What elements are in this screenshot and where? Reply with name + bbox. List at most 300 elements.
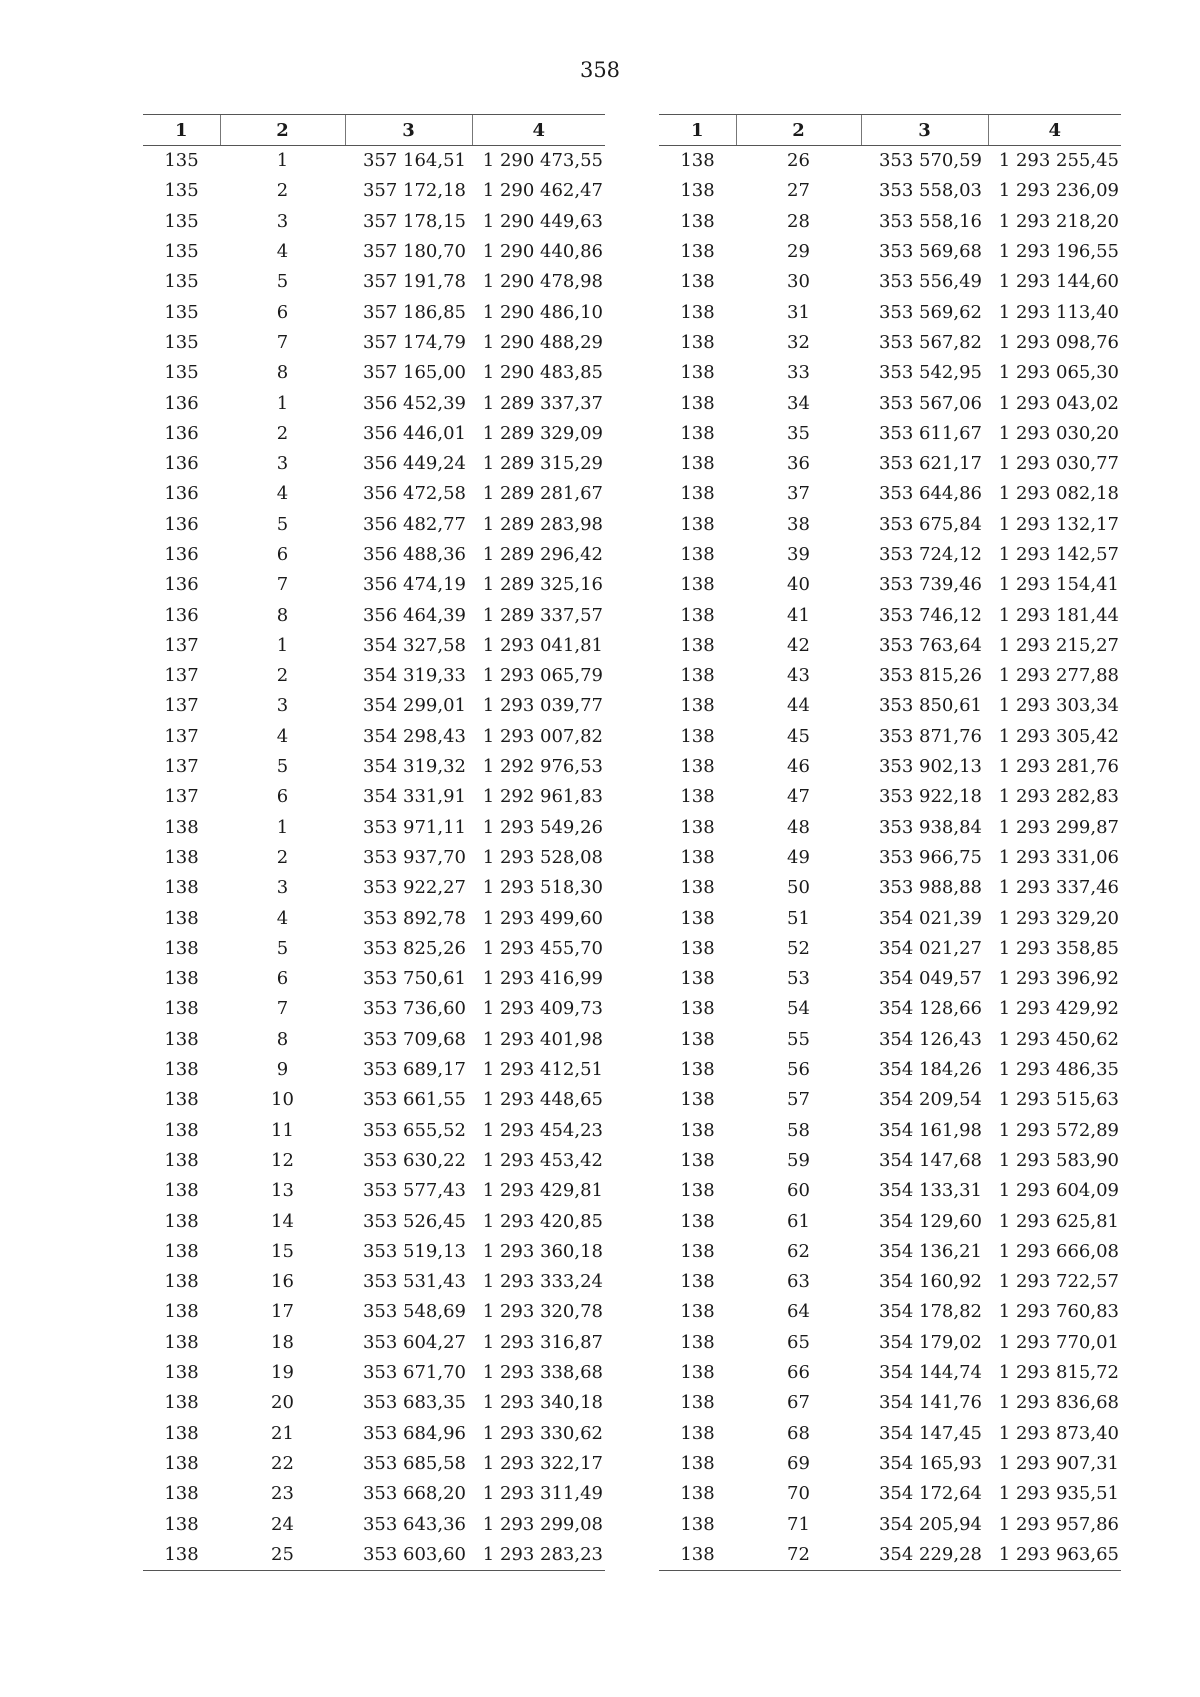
table-cell-col3: 354 161,98 (878, 1119, 982, 1141)
table-cell-col1: 138 (164, 1059, 199, 1081)
table-cell-col2: 66 (787, 1362, 810, 1384)
table-cell-col2: 50 (787, 877, 810, 899)
table-cell-col4: 1 293 450,62 (998, 1028, 1119, 1050)
table-row (143, 843, 605, 873)
table-cell-col1: 138 (659, 1540, 736, 1571)
table-cell-col1: 135 (164, 180, 199, 202)
table-cell-col1: 138 (164, 816, 199, 838)
table-row (143, 237, 605, 267)
table-cell-col2: 3 (276, 877, 289, 899)
table-row (659, 449, 1121, 479)
table-cell-col3: 354 147,45 (878, 1422, 982, 1444)
table-cell-col3: 353 871,76 (878, 725, 982, 747)
table-cell-col3: 354 327,58 (362, 634, 466, 656)
table-cell-col3: 354 141,76 (878, 1392, 982, 1414)
table-row (659, 388, 1121, 418)
column-header-3: 3 (861, 115, 988, 146)
table-cell-col1: 136 (164, 574, 199, 596)
table-cell-col3: 354 136,21 (878, 1240, 982, 1262)
table-cell-col2: 58 (787, 1119, 810, 1141)
table-cell-col2: 49 (787, 846, 810, 868)
table-cell-col3: 354 049,57 (878, 968, 982, 990)
table-cell-col4: 1 293 282,83 (998, 786, 1119, 808)
table-cell-col1: 138 (680, 1331, 715, 1353)
table-cell-col2: 1 (276, 816, 289, 838)
table-cell-col3: 353 542,95 (878, 362, 982, 384)
table-cell-col4: 1 293 499,60 (482, 907, 603, 929)
table-cell-col4: 1 293 113,40 (998, 301, 1119, 323)
table-cell-col3: 353 611,67 (878, 422, 982, 444)
table-cell-col1: 135 (164, 301, 199, 323)
table-cell-col3: 353 739,46 (878, 574, 982, 596)
table-cell-col2: 4 (276, 907, 289, 929)
table-row (143, 176, 605, 206)
table-cell-col4: 1 293 409,73 (482, 998, 603, 1020)
table-row (659, 1509, 1121, 1539)
table-cell-col1: 138 (164, 1271, 199, 1293)
table-cell-col1: 138 (680, 544, 715, 565)
table-cell-col2: 38 (787, 513, 810, 535)
table-cell-col3: 353 709,68 (362, 1028, 466, 1050)
table-cell-col4: 1 289 337,37 (482, 392, 603, 414)
table-cell-col1: 138 (164, 1422, 199, 1444)
table-row (659, 419, 1121, 449)
table-cell-col3: 353 558,16 (878, 210, 982, 232)
table-row (143, 994, 605, 1024)
table-cell-col3: 353 850,61 (878, 695, 982, 717)
table-cell-col1: 137 (164, 786, 199, 808)
table-cell-col4: 1 293 401,98 (482, 1028, 603, 1050)
table-cell-col2: 60 (787, 1180, 810, 1202)
table-cell-col1: 138 (164, 1210, 199, 1232)
table-cell-col4: 1 293 337,46 (998, 877, 1119, 899)
table-cell-col1: 138 (164, 1028, 199, 1050)
table-row (659, 1540, 1121, 1571)
table-row (143, 388, 605, 418)
table-cell-col1: 138 (680, 483, 715, 505)
table-cell-col1: 138 (164, 1483, 199, 1505)
table-cell-col1: 138 (680, 998, 715, 1020)
table-header (659, 115, 1121, 146)
table-cell-col3: 357 191,78 (362, 271, 466, 293)
table-row (659, 752, 1121, 782)
table-cell-col4: 1 289 315,29 (482, 453, 603, 475)
table-cell-col3: 353 746,12 (878, 604, 982, 626)
table-cell-col2: 56 (787, 1059, 810, 1081)
table-row (143, 297, 605, 327)
table-cell-col1: 138 (680, 392, 715, 414)
table-row (143, 964, 605, 994)
table-cell-col1: 138 (143, 1540, 220, 1571)
table-cell-col3: 356 488,36 (362, 544, 466, 565)
table-cell-col1: 138 (680, 1119, 715, 1141)
table-cell-col1: 138 (164, 1331, 199, 1353)
table-cell-col3: 354 179,02 (878, 1331, 982, 1353)
table-cell-col4: 1 289 325,16 (482, 574, 603, 596)
table-cell-col3: 353 684,96 (362, 1422, 466, 1444)
table-cell-col3: 353 902,13 (878, 756, 982, 778)
table-cell-col3: 353 570,59 (878, 150, 982, 172)
table-cell-col2: 29 (787, 241, 810, 263)
table-cell-col4: 1 289 337,57 (482, 604, 603, 626)
table-cell-col2: 61 (787, 1210, 810, 1232)
table-cell-col4: 1 293 277,88 (998, 665, 1119, 687)
table-cell-col4: 1 293 760,83 (998, 1301, 1119, 1323)
table-cell-col2: 54 (787, 998, 810, 1020)
table-cell-col1: 136 (164, 422, 199, 444)
table-cell-col2: 7 (276, 331, 289, 353)
table-cell-col3: 357 165,00 (362, 362, 466, 384)
table-row (143, 328, 605, 358)
table-cell-col4: 1 293 039,77 (482, 695, 603, 717)
table-cell-col2: 28 (787, 210, 810, 232)
table-cell-col1: 138 (164, 1180, 199, 1202)
table-cell-col4: 1 293 722,57 (998, 1271, 1119, 1293)
table-row (143, 1055, 605, 1085)
table-cell-col2: 2 (276, 180, 289, 202)
table-cell-col2: 70 (787, 1483, 810, 1505)
table-row (143, 267, 605, 297)
table-cell-col4: 1 293 957,86 (998, 1513, 1119, 1535)
table-cell-col2: 1 (276, 150, 289, 172)
table-cell-col3: 353 556,49 (878, 271, 982, 293)
table-cell-col3: 357 172,18 (362, 180, 466, 202)
table-cell-col1: 138 (164, 1392, 199, 1414)
table-cell-col1: 138 (164, 1452, 199, 1474)
table-cell-col1: 138 (680, 150, 715, 172)
table-cell-col4: 1 293 907,31 (998, 1452, 1119, 1474)
table-cell-col1: 135 (164, 362, 199, 384)
table-cell-col3: 353 683,35 (362, 1392, 466, 1414)
table-cell-col3: 353 569,68 (878, 241, 982, 263)
table-cell-col3: 353 668,20 (362, 1483, 466, 1505)
table-cell-col3: 353 519,13 (362, 1240, 466, 1262)
table-row (659, 1297, 1121, 1327)
table-row (659, 813, 1121, 843)
table-cell-col1: 138 (680, 1452, 715, 1474)
table-cell-col4: 1 293 412,51 (482, 1059, 603, 1081)
table-cell-col4: 1 289 329,09 (482, 422, 603, 444)
table-cell-col4: 1 293 007,82 (482, 725, 603, 747)
table-cell-col1: 138 (680, 1271, 715, 1293)
table-row (143, 1085, 605, 1115)
table-cell-col4: 1 293 281,76 (998, 756, 1119, 778)
table-row (659, 722, 1121, 752)
table-cell-col4: 1 293 299,08 (482, 1513, 603, 1535)
table-cell-col2: 6 (276, 968, 289, 990)
table-cell-col2: 34 (787, 392, 810, 414)
table-cell-col2: 37 (787, 483, 810, 505)
table-row (143, 540, 605, 570)
table-cell-col1: 136 (164, 392, 199, 414)
table-cell-col1: 138 (164, 1513, 199, 1535)
table-cell-col4: 1 293 299,87 (998, 816, 1119, 838)
table-cell-col4: 1 292 961,83 (482, 786, 603, 808)
table-row (143, 358, 605, 388)
table-row (659, 1146, 1121, 1176)
table-row (659, 479, 1121, 509)
table-cell-col1: 137 (164, 725, 199, 747)
table-row (659, 1085, 1121, 1115)
table-cell-col4: 1 293 583,90 (998, 1149, 1119, 1171)
table-cell-col3: 357 174,79 (362, 331, 466, 353)
table-cell-col1: 138 (680, 574, 715, 596)
table-row (143, 1025, 605, 1055)
table-cell-col4: 1 293 358,85 (998, 937, 1119, 959)
table-cell-col4: 1 293 873,40 (998, 1422, 1119, 1444)
table-cell-col1: 138 (680, 816, 715, 838)
table-cell-col3: 353 567,82 (878, 331, 982, 353)
table-cell-col4: 1 293 320,78 (482, 1301, 603, 1323)
table-cell-col3: 354 144,74 (878, 1362, 982, 1384)
table-cell-col3: 356 446,01 (362, 422, 466, 444)
table-header (143, 115, 605, 146)
table-row (143, 1176, 605, 1206)
table-cell-col4: 1 293 486,35 (998, 1059, 1119, 1081)
table-cell-col3: 354 160,92 (878, 1271, 982, 1293)
table-cell-col1: 136 (164, 513, 199, 535)
table-cell-col1: 138 (680, 665, 715, 687)
table-row (659, 873, 1121, 903)
table-cell-col4: 1 293 041,81 (482, 634, 603, 656)
table-cell-col1: 138 (164, 907, 199, 929)
table-row (659, 691, 1121, 721)
table-cell-col4: 1 293 142,57 (998, 544, 1119, 565)
table-row (659, 1479, 1121, 1509)
table-row (659, 1206, 1121, 1236)
table-cell-col4: 1 293 836,68 (998, 1392, 1119, 1414)
table-cell-col1: 138 (680, 1392, 715, 1414)
table-cell-col4: 1 293 043,02 (998, 392, 1119, 414)
table-row (659, 1449, 1121, 1479)
table-cell-col3: 356 464,39 (362, 604, 466, 626)
table-cell-col3: 353 621,17 (878, 453, 982, 475)
table-cell-col3: 353 644,86 (878, 483, 982, 505)
table-cell-col4: 1 293 322,17 (482, 1452, 603, 1474)
table-body (659, 146, 1121, 1571)
table-cell-col4: 1 293 329,20 (998, 907, 1119, 929)
table-cell-col1: 136 (164, 453, 199, 475)
coordinates-table-right (659, 114, 1121, 1571)
table-cell-col3: 354 129,60 (878, 1210, 982, 1232)
table-cell-col2: 64 (787, 1301, 810, 1323)
table-cell-col2: 6 (276, 301, 289, 323)
table-cell-col4: 1 293 236,09 (998, 180, 1119, 202)
table-row (659, 843, 1121, 873)
table-cell-col2: 40 (787, 574, 810, 596)
table-cell-col3: 353 526,45 (362, 1210, 466, 1232)
table-cell-col3: 354 184,26 (878, 1059, 982, 1081)
table-cell-col2: 46 (787, 756, 810, 778)
table-cell-col1: 138 (164, 846, 199, 868)
table-cell-col2: 19 (271, 1362, 294, 1384)
table-cell-col2: 53 (787, 968, 810, 990)
table-cell-col1: 135 (164, 271, 199, 293)
table-cell-col2: 10 (271, 1089, 294, 1111)
table-row (659, 237, 1121, 267)
table-row (659, 1358, 1121, 1388)
table-cell-col2: 51 (787, 907, 810, 929)
table-row (143, 782, 605, 812)
table-cell-col2: 22 (271, 1452, 294, 1474)
table-row (143, 1358, 605, 1388)
table-cell-col1: 138 (680, 1362, 715, 1384)
table-cell-col1: 138 (680, 1059, 715, 1081)
column-header-1: 1 (659, 115, 736, 146)
table-cell-col3: 354 209,54 (878, 1089, 982, 1111)
table-cell-col3: 353 558,03 (878, 180, 982, 202)
table-cell-col3: 353 671,70 (362, 1362, 466, 1384)
table-row (659, 1237, 1121, 1267)
table-cell-col4: 1 293 340,18 (482, 1392, 603, 1414)
table-cell-col2: 4 (276, 241, 289, 263)
table-cell-col4: 1 293 429,81 (482, 1180, 603, 1202)
table-row (143, 600, 605, 630)
table-cell-col1: 136 (164, 604, 199, 626)
table-cell-col3: 353 750,61 (362, 968, 466, 990)
table-cell-col2: 71 (787, 1513, 810, 1535)
table-cell-col1: 138 (680, 453, 715, 475)
table-row (143, 631, 605, 661)
table-row (659, 358, 1121, 388)
table-row (659, 1025, 1121, 1055)
table-cell-col4: 1 293 255,45 (998, 150, 1119, 172)
table-cell-col1: 138 (680, 695, 715, 717)
table-cell-col4: 1 293 283,23 (472, 1540, 605, 1571)
table-cell-col1: 138 (680, 1028, 715, 1050)
table-cell-col1: 138 (680, 846, 715, 868)
column-header-4: 4 (472, 115, 605, 146)
table-row (143, 1206, 605, 1236)
table-cell-col1: 137 (164, 665, 199, 687)
table-cell-col2: 59 (787, 1149, 810, 1171)
table-cell-col3: 353 643,36 (362, 1513, 466, 1535)
table-cell-col2: 9 (276, 1059, 289, 1081)
table-cell-col2: 27 (787, 180, 810, 202)
table-cell-col4: 1 290 473,55 (482, 150, 603, 172)
table-cell-col1: 138 (680, 1210, 715, 1232)
table-cell-col2: 25 (220, 1540, 345, 1571)
table-cell-col1: 138 (680, 907, 715, 929)
table-cell-col3: 357 186,85 (362, 301, 466, 323)
table-cell-col3: 353 604,27 (362, 1331, 466, 1353)
table-cell-col4: 1 293 963,65 (988, 1540, 1121, 1571)
table-row (659, 1116, 1121, 1146)
table-cell-col2: 6 (276, 544, 289, 565)
table-row (659, 207, 1121, 237)
table-cell-col2: 65 (787, 1331, 810, 1353)
table-cell-col3: 354 147,68 (878, 1149, 982, 1171)
table-row (143, 903, 605, 933)
table-row (143, 1328, 605, 1358)
table-cell-col1: 138 (680, 1422, 715, 1444)
table-cell-col2: 17 (271, 1301, 294, 1323)
table-cell-col2: 30 (787, 271, 810, 293)
table-cell-col2: 2 (276, 665, 289, 687)
table-cell-col3: 353 689,17 (362, 1059, 466, 1081)
table-cell-col1: 138 (680, 362, 715, 384)
table-row (143, 1388, 605, 1418)
table-cell-col2: 3 (276, 695, 289, 717)
table-cell-col2: 5 (276, 756, 289, 778)
table-row (659, 964, 1121, 994)
table-cell-col4: 1 290 440,86 (482, 241, 603, 263)
table-row (143, 207, 605, 237)
table-cell-col2: 24 (271, 1513, 294, 1535)
table-cell-col3: 354 298,43 (362, 725, 466, 747)
table-cell-col4: 1 293 515,63 (998, 1089, 1119, 1111)
table-row (659, 176, 1121, 206)
table-cell-col2: 2 (276, 846, 289, 868)
table-cell-col2: 21 (271, 1422, 294, 1444)
table-row (143, 813, 605, 843)
table-cell-col3: 357 180,70 (362, 241, 466, 263)
table-row (659, 600, 1121, 630)
table-cell-col3: 353 603,60 (345, 1540, 472, 1571)
table-cell-col3: 353 661,55 (362, 1089, 466, 1111)
table-cell-col4: 1 289 296,42 (482, 544, 603, 565)
table-row (659, 267, 1121, 297)
table-cell-col2: 6 (276, 786, 289, 808)
table-cell-col3: 353 577,43 (362, 1180, 466, 1202)
table-cell-col3: 353 685,58 (362, 1452, 466, 1474)
table-cell-col4: 1 293 455,70 (482, 937, 603, 959)
table-cell-col4: 1 293 065,79 (482, 665, 603, 687)
table-cell-col2: 2 (276, 422, 289, 444)
table-cell-col4: 1 293 196,55 (998, 241, 1119, 263)
table-cell-col4: 1 293 770,01 (998, 1331, 1119, 1353)
table-row (143, 419, 605, 449)
table-cell-col3: 353 655,52 (362, 1119, 466, 1141)
table-cell-col1: 135 (164, 210, 199, 232)
table-cell-col4: 1 293 098,76 (998, 331, 1119, 353)
table-row (143, 722, 605, 752)
table-cell-col4: 1 293 132,17 (998, 513, 1119, 535)
table-cell-col3: 353 736,60 (362, 998, 466, 1020)
table-cell-col1: 138 (680, 271, 715, 293)
table-cell-col1: 138 (680, 1301, 715, 1323)
table-cell-col3: 353 922,18 (878, 786, 982, 808)
table-cell-col2: 15 (271, 1240, 294, 1262)
table-cell-col3: 354 299,01 (362, 695, 466, 717)
table-cell-col4: 1 293 396,92 (998, 968, 1119, 990)
table-cell-col3: 353 938,84 (878, 816, 982, 838)
table-row (143, 873, 605, 903)
table-row (659, 1055, 1121, 1085)
table-cell-col4: 1 293 181,44 (998, 604, 1119, 626)
table-cell-col1: 138 (680, 1513, 715, 1535)
table-row (659, 782, 1121, 812)
table-cell-col2: 4 (276, 483, 289, 505)
table-cell-col3: 353 763,64 (878, 634, 982, 656)
table-cell-col3: 354 319,32 (362, 756, 466, 778)
table-cell-col2: 5 (276, 937, 289, 959)
table-row (659, 994, 1121, 1024)
table-cell-col1: 138 (164, 968, 199, 990)
table-cell-col4: 1 290 449,63 (482, 210, 603, 232)
table-cell-col3: 353 630,22 (362, 1149, 466, 1171)
table-cell-col1: 135 (164, 150, 199, 172)
table-cell-col2: 23 (271, 1483, 294, 1505)
table-cell-col4: 1 293 154,41 (998, 574, 1119, 596)
table-row (143, 146, 605, 177)
table-cell-col1: 138 (164, 1149, 199, 1171)
table-cell-col1: 138 (164, 1119, 199, 1141)
table-cell-col3: 353 966,75 (878, 846, 982, 868)
table-cell-col2: 62 (787, 1240, 810, 1262)
table-cell-col1: 138 (680, 786, 715, 808)
table-cell-col3: 354 126,43 (878, 1028, 982, 1050)
